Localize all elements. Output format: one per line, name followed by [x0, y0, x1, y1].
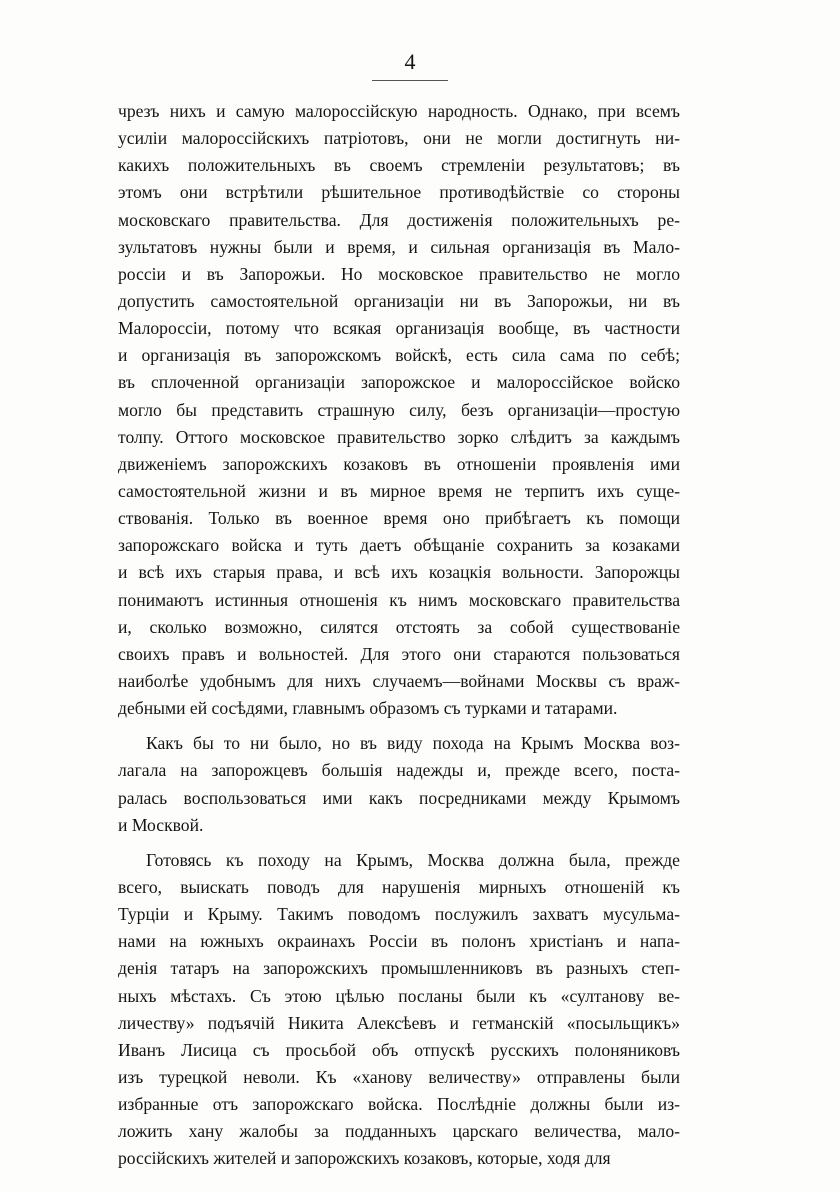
text-line: всего, выискать поводъ для нарушенія мирныхъ отношеній къ: [118, 876, 680, 897]
text-line: и, сколько возможно, силятся отстоять за собой существованіе: [118, 616, 680, 637]
text-body: [118, 98, 680, 1172]
paragraph-3: [118, 847, 680, 1173]
text-line: какихъ положительныхъ въ своемъ стремленіи результатовъ; въ: [118, 155, 680, 176]
text-line: и всѣ ихъ старыя права, и всѣ ихъ козацкія вольности. Запорожцы: [118, 562, 680, 583]
text-line: личеству» подъячій Никита Алексѣевъ и гетманскій «посыльщикъ»: [118, 1012, 680, 1033]
text-line: ложить хану жалобы за подданныхъ царскаго величества, мало-: [118, 1121, 680, 1142]
text-line: ралась воспользоваться ими какъ посредниками между Крымомъ: [118, 787, 680, 808]
text-line: ныхъ мѣстахъ. Съ этою цѣлью посланы были къ «султанову ве-: [118, 985, 680, 1006]
text-line: нами на южныхъ окраинахъ Россіи въ полонъ христіанъ и напа-: [118, 931, 680, 952]
text-line: и Москвой.: [118, 814, 204, 835]
text-line: запорожскаго войска и туть даетъ обѣщаніе сохранить за козаками: [118, 535, 680, 556]
text-line: движеніемъ запорожскихъ козаковъ въ отношеніи проявленія ими: [118, 453, 680, 474]
text-line: толпу. Оттого московское правительство зорко слѣдитъ за каждымъ: [118, 426, 680, 447]
text-line: московскаго правительства. Для достиженія положительныхъ ре-: [118, 209, 680, 230]
text-line: своихъ правъ и вольностей. Для этого они стараются пользоваться: [118, 643, 680, 664]
text-line: россіи и въ Запорожьи. Но московское правительство не могло: [118, 263, 680, 284]
text-line: самостоятельной жизни и въ мирное время не терпитъ ихъ суще-: [118, 480, 680, 501]
text-line: Готовясь къ походу на Крымъ, Москва должна была, прежде: [146, 849, 680, 870]
text-line: понимаютъ истинныя отношенія къ нимъ московскаго правительства: [118, 589, 680, 610]
text-line: лагала на запорожцевъ большія надежды и, прежде всего, поста-: [118, 760, 680, 781]
text-line: могло бы представить страшную силу, безъ организаціи—простую: [118, 399, 680, 420]
paragraph-1: [118, 98, 680, 722]
page-number: 4: [404, 49, 416, 74]
text-line: Турціи и Крыму. Такимъ поводомъ послужилъ захватъ мусульма-: [118, 904, 680, 925]
text-line: и организація въ запорожскомъ войскѣ, есть сила сама по себѣ;: [118, 345, 680, 366]
text-line: чрезъ нихъ и самую малороссійскую народность. Однако, при всемъ: [118, 101, 680, 121]
text-line: россійскихъ жителей и запорожскихъ козаковъ, которые, ходя для: [118, 1148, 611, 1169]
text-line: ствованія. Только въ военное время оно прибѣгаетъ къ помощи: [118, 508, 680, 529]
text-line: усиліи малороссійскихъ патріотовъ, они не могли достигнуть ни-: [118, 128, 680, 149]
text-line: допустить самостоятельной организаціи ни въ Запорожьи, ни въ: [118, 290, 680, 311]
text-line: наиболѣе удобнымъ для нихъ случаемъ—войнами Москвы съ враж-: [118, 670, 680, 691]
text-line: зультатовъ нужны были и время, и сильная организація въ Мало-: [118, 236, 680, 257]
text-line: Иванъ Лисица съ просьбой объ отпускѣ русскихъ полоняниковъ: [118, 1039, 680, 1060]
text-line: этомъ они встрѣтили рѣшительное противодѣйствіе со стороны: [118, 182, 680, 203]
text-line: въ сплоченной организаціи запорожское и малороссійское войско: [118, 372, 680, 393]
text-line: Малороссіи, потому что всякая организація вообще, въ частности: [118, 318, 680, 339]
text-line: избранные отъ запорожскаго войска. Послѣдніе должны были из-: [118, 1094, 680, 1115]
text-line: денія татаръ на запорожскихъ промышленниковъ въ разныхъ степ-: [118, 958, 680, 979]
paragraph-2: [118, 730, 680, 839]
text-line: дебными ей сосѣдями, главнымъ образомъ съ турками и татарами.: [118, 698, 618, 719]
text-line: Какъ бы то ни было, но въ виду похода на Крымъ Москва воз-: [146, 733, 680, 754]
header-rule: [372, 80, 448, 81]
text-line: изъ турецкой неволи. Къ «ханову величеству» отправлены были: [118, 1066, 680, 1087]
